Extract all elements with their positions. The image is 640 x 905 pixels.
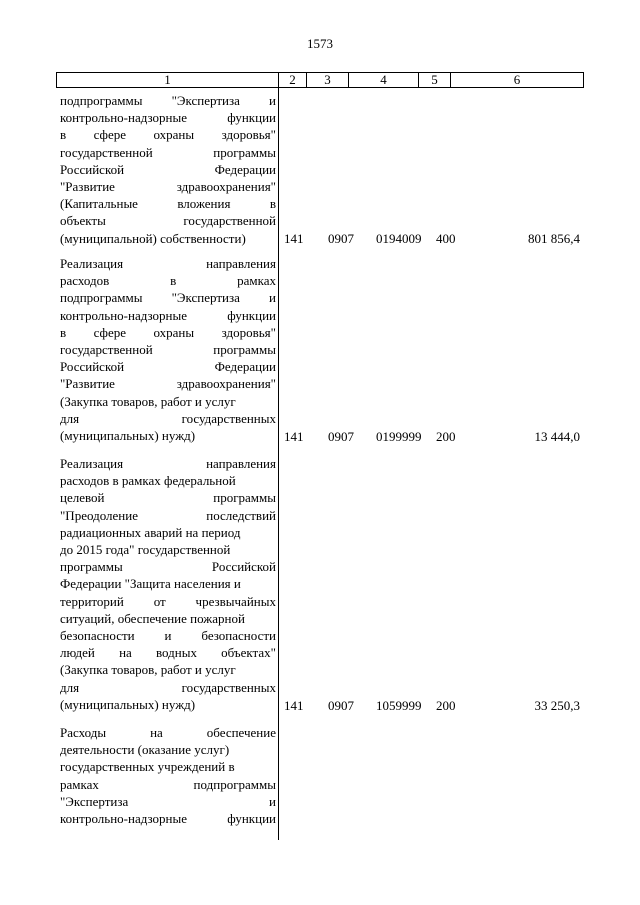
- description-word: государственных: [181, 410, 276, 426]
- description-line: [60, 593, 276, 610]
- description-word: государственных учреждений в: [60, 759, 235, 775]
- description-line: [60, 92, 276, 109]
- description-word: подпрограммы: [60, 290, 143, 306]
- description-word: программы: [213, 144, 276, 160]
- description-word: последствий: [206, 507, 276, 523]
- description-line: [60, 358, 276, 375]
- description-word: и: [269, 93, 276, 108]
- description-word: расходов: [60, 273, 110, 289]
- row-description: [60, 455, 276, 713]
- description-word: функции: [227, 110, 276, 126]
- description-line: [60, 489, 276, 506]
- description-word: охраны: [153, 324, 195, 340]
- description-word: государственной: [183, 213, 276, 229]
- description-word: направления: [206, 256, 276, 271]
- description-word: "Экспертиза: [171, 290, 240, 306]
- description-word: радиационных аварий на период: [60, 524, 241, 540]
- description-word: и: [269, 290, 276, 306]
- description-word: чрезвычайных: [195, 593, 276, 609]
- description-word: функции: [227, 811, 276, 827]
- description-word: объекты: [60, 213, 106, 229]
- column-divider: [278, 88, 279, 840]
- description-word: функции: [227, 307, 276, 323]
- description-line: [60, 212, 276, 229]
- description-line: [60, 195, 276, 212]
- description-word: Реализация: [60, 456, 124, 471]
- description-line: [60, 627, 276, 644]
- description-word: программы: [60, 559, 123, 575]
- description-line: [60, 472, 276, 489]
- description-line: [60, 410, 276, 427]
- expense-type-code: 200: [436, 698, 456, 713]
- row-description: [60, 255, 276, 444]
- description-line: [60, 144, 276, 161]
- description-line: [60, 427, 276, 444]
- description-word: государственной: [60, 342, 153, 358]
- description-line: [60, 696, 276, 713]
- description-word: и: [269, 793, 276, 809]
- description-word: (Капитальные: [60, 196, 138, 212]
- description-word: программы: [213, 490, 276, 506]
- table-header: [56, 72, 584, 88]
- description-word: рамках: [237, 273, 276, 289]
- description-line: [60, 661, 276, 678]
- description-word: целевой: [60, 490, 105, 506]
- description-word: (Закупка товаров, работ и услуг: [60, 393, 236, 409]
- header-col-5: 5: [419, 73, 451, 87]
- description-word: здоровья": [221, 324, 276, 340]
- description-line: [60, 776, 276, 793]
- description-word: Федерации: [214, 359, 276, 375]
- description-line: [60, 524, 276, 541]
- description-line: [60, 161, 276, 178]
- page-number: 1573: [307, 36, 333, 51]
- description-line: [60, 255, 276, 272]
- description-line: [60, 758, 276, 775]
- description-word: "Развитие: [60, 179, 115, 195]
- description-line: [60, 289, 276, 306]
- description-word: "Экспертиза: [171, 93, 240, 108]
- description-word: программы: [213, 342, 276, 358]
- description-word: в: [269, 196, 276, 212]
- description-line: [60, 375, 276, 392]
- description-word: подпрограммы: [193, 776, 276, 792]
- amount: 13 444,0: [534, 429, 580, 444]
- description-line: [60, 810, 276, 827]
- expense-type-code: 200: [436, 429, 456, 444]
- header-col-1: 1: [57, 73, 279, 87]
- description-word: для: [60, 410, 80, 426]
- description-line: [60, 793, 276, 810]
- description-line: [60, 610, 276, 627]
- target-code: 0199999: [376, 429, 422, 444]
- header-col-3: 3: [307, 73, 349, 87]
- description-word: в: [60, 127, 67, 143]
- description-line: [60, 272, 276, 289]
- description-word: "Экспертиза: [60, 793, 129, 809]
- description-word: Реализация: [60, 256, 124, 271]
- description-word: сфере: [93, 324, 127, 340]
- description-line: [60, 109, 276, 126]
- target-code: 0194009: [376, 231, 422, 246]
- description-line: [60, 507, 276, 524]
- description-word: в: [170, 273, 177, 289]
- description-line: [60, 575, 276, 592]
- description-word: на: [150, 725, 163, 740]
- description-word: Российской: [60, 161, 125, 177]
- description-word: ситуаций, обеспечение пожарной: [60, 610, 245, 626]
- description-word: сфере: [93, 127, 127, 143]
- description-line: [60, 455, 276, 472]
- ministry-code: 141: [284, 698, 304, 713]
- description-line: [60, 741, 276, 758]
- description-word: контрольно-надзорные: [60, 307, 188, 323]
- description-word: "Преодоление: [60, 507, 138, 523]
- target-code: 1059999: [376, 698, 422, 713]
- description-line: [60, 541, 276, 558]
- description-line: [60, 230, 276, 247]
- section-code: 0907: [328, 429, 354, 444]
- row-description: [60, 724, 276, 827]
- description-line: [60, 558, 276, 575]
- description-word: подпрограммы: [60, 93, 143, 108]
- description-line: [60, 307, 276, 324]
- description-word: для: [60, 679, 80, 695]
- description-word: объектах": [221, 645, 276, 661]
- description-word: людей: [60, 645, 95, 661]
- description-word: Российской: [211, 559, 276, 575]
- description-line: [60, 679, 276, 696]
- description-word: здравоохранения": [176, 376, 276, 392]
- description-line: [60, 126, 276, 143]
- description-word: (муниципальных) нужд): [60, 428, 196, 444]
- description-word: водных: [155, 645, 197, 661]
- description-word: территорий: [60, 593, 124, 609]
- description-word: охраны: [153, 127, 195, 143]
- description-word: Расходы: [60, 725, 107, 740]
- description-line: [60, 724, 276, 741]
- description-line: [60, 393, 276, 410]
- section-code: 0907: [328, 231, 354, 246]
- description-word: рамках: [60, 776, 99, 792]
- description-word: безопасности: [60, 628, 135, 644]
- description-word: государственных: [181, 679, 276, 695]
- description-word: в: [60, 324, 67, 340]
- description-word: безопасности: [201, 628, 276, 644]
- description-word: Федерации: [214, 161, 276, 177]
- ministry-code: 141: [284, 429, 304, 444]
- header-col-2: 2: [279, 73, 307, 87]
- description-word: (муниципальных) нужд): [60, 696, 196, 712]
- description-word: контрольно-надзорные: [60, 110, 188, 126]
- description-word: деятельности (оказание услуг): [60, 742, 230, 758]
- description-line: [60, 341, 276, 358]
- description-line: [60, 324, 276, 341]
- description-word: направления: [206, 456, 276, 471]
- amount: 33 250,3: [534, 698, 580, 713]
- description-word: до 2015 года" государственной: [60, 542, 231, 558]
- expense-type-code: 400: [436, 231, 456, 246]
- header-col-6: 6: [513, 72, 521, 87]
- description-word: обеспечение: [206, 725, 276, 740]
- description-word: Российской: [60, 359, 125, 375]
- amount: 801 856,4: [528, 231, 580, 246]
- description-word: "Развитие: [60, 376, 115, 392]
- description-word: контрольно-надзорные: [60, 811, 188, 827]
- row-description: [60, 92, 276, 247]
- description-line: [60, 178, 276, 195]
- description-word: (муниципальной) собственности): [60, 230, 246, 246]
- description-word: (Закупка товаров, работ и услуг: [60, 662, 236, 678]
- header-col-4: 4: [349, 73, 419, 87]
- description-word: расходов в рамках федеральной: [60, 473, 236, 489]
- description-word: и: [164, 628, 172, 644]
- description-line: [60, 644, 276, 661]
- description-word: вложения: [177, 196, 231, 212]
- description-word: здравоохранения": [176, 179, 276, 195]
- description-word: Федерации "Защита населения и: [60, 576, 241, 592]
- description-word: государственной: [60, 144, 153, 160]
- description-word: здоровья": [221, 127, 276, 143]
- description-word: на: [119, 645, 132, 661]
- section-code: 0907: [328, 698, 354, 713]
- ministry-code: 141: [284, 231, 304, 246]
- description-word: от: [153, 593, 166, 609]
